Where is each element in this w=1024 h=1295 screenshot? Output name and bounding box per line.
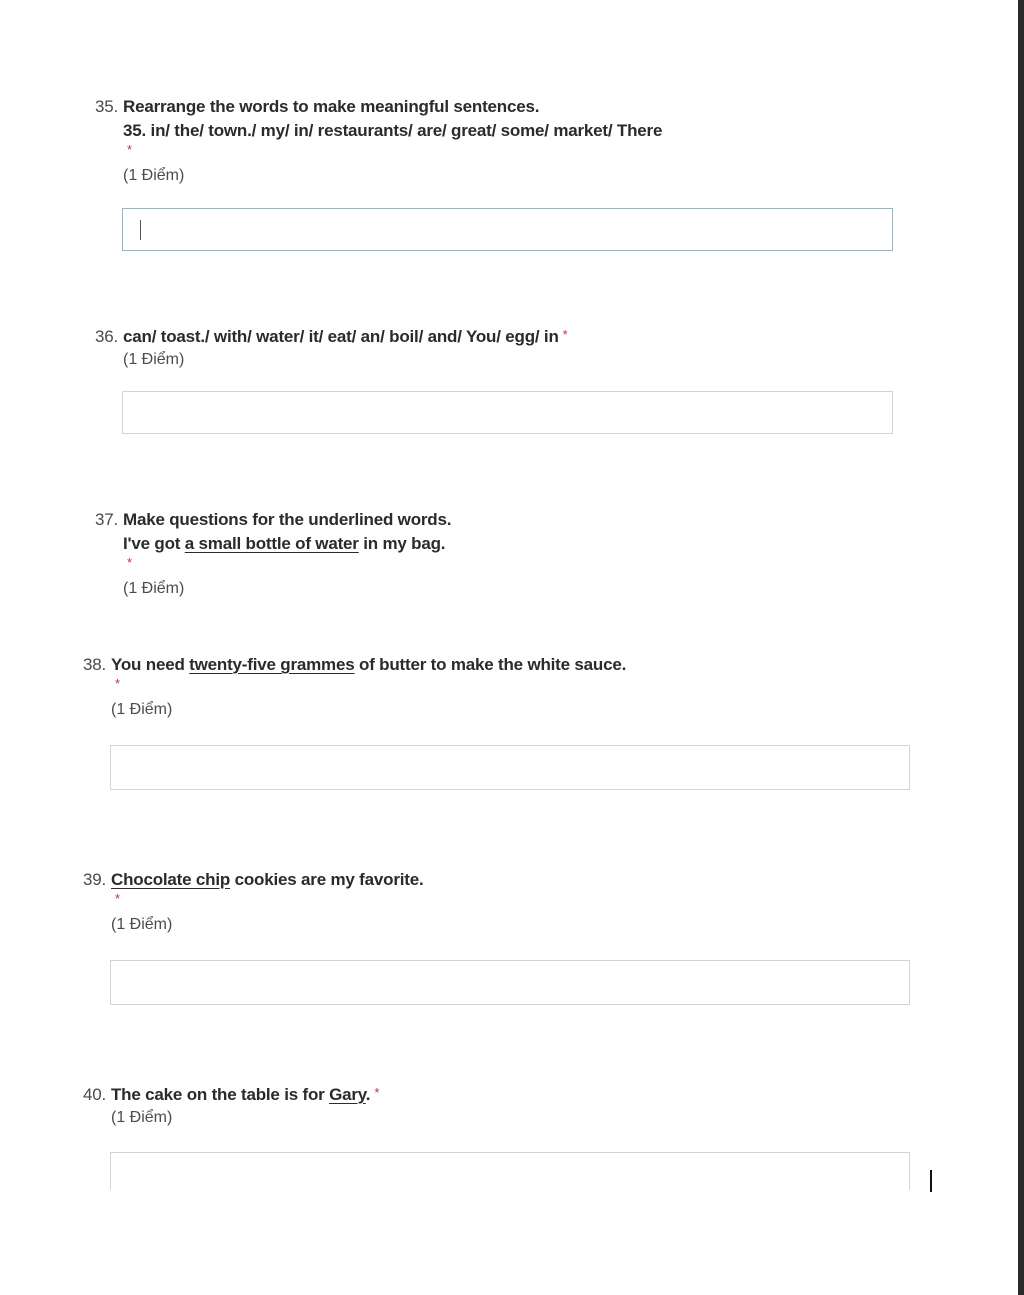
question-number: 39.	[83, 870, 107, 889]
required-marker: *	[127, 555, 133, 570]
answer-input-40[interactable]	[110, 1152, 910, 1190]
underlined-phrase: Gary	[329, 1085, 366, 1104]
question-38	[83, 655, 627, 719]
question-39-title	[83, 870, 424, 890]
points-label: (1 Điểm)	[123, 351, 185, 368]
required-marker: *	[127, 142, 133, 157]
points-label: (1 Điểm)	[111, 916, 173, 933]
question-text: cookies are my favorite.	[230, 870, 424, 889]
answer-input-35[interactable]	[122, 208, 893, 251]
question-text: .	[365, 1085, 371, 1104]
question-number: 37.	[95, 510, 119, 529]
question-37-title	[95, 510, 452, 530]
question-35-subtitle: 35. in/ the/ town./ my/ in/ restaurants/ are/ great/ some/ market/ There	[123, 121, 663, 140]
points-label: (1 Điểm)	[111, 1109, 173, 1126]
answer-input-39[interactable]	[110, 960, 910, 1005]
points-label: (1 Điểm)	[123, 167, 185, 184]
question-text: The cake on the table is for	[111, 1085, 330, 1104]
underlined-phrase: twenty-five grammes	[189, 655, 355, 674]
subtitle-text: in my bag.	[358, 534, 446, 553]
underlined-phrase: a small bottle of water	[184, 534, 359, 553]
answer-input-38[interactable]	[110, 745, 910, 790]
text-caret	[140, 220, 141, 240]
question-number: 35.	[95, 97, 119, 116]
question-number: 36.	[95, 327, 119, 346]
question-36	[95, 327, 568, 369]
mouse-cursor-ibeam	[930, 1170, 932, 1192]
points-label: (1 Điểm)	[111, 701, 173, 718]
window-edge	[1018, 0, 1024, 1295]
question-text: Make questions for the underlined words.	[123, 510, 452, 529]
question-36-title	[95, 327, 568, 347]
question-37-subtitle	[123, 534, 451, 554]
required-marker: *	[562, 327, 568, 342]
question-text: can/ toast./ with/ water/ it/ eat/ an/ boil/ and/ You/ egg/ in	[123, 327, 559, 346]
required-marker: *	[374, 1085, 380, 1100]
subtitle-text: I've got	[123, 534, 185, 553]
question-35	[95, 97, 663, 185]
question-37	[95, 510, 452, 598]
answer-input-36[interactable]	[122, 391, 893, 434]
answer-input-40-clip	[110, 1152, 910, 1190]
question-39	[83, 870, 424, 934]
underlined-phrase: Chocolate chip	[111, 870, 231, 889]
required-marker: *	[115, 676, 121, 691]
question-text: of butter to make the white sauce.	[354, 655, 627, 674]
required-marker: *	[115, 891, 121, 906]
question-number: 38.	[83, 655, 107, 674]
question-text: You need	[111, 655, 190, 674]
question-40	[83, 1085, 380, 1127]
question-38-title	[83, 655, 627, 675]
question-40-title	[83, 1085, 380, 1105]
question-35-title	[95, 97, 662, 117]
points-label: (1 Điểm)	[123, 580, 185, 597]
question-number: 40.	[83, 1085, 107, 1104]
question-text: Rearrange the words to make meaningful sentences.	[123, 97, 540, 116]
